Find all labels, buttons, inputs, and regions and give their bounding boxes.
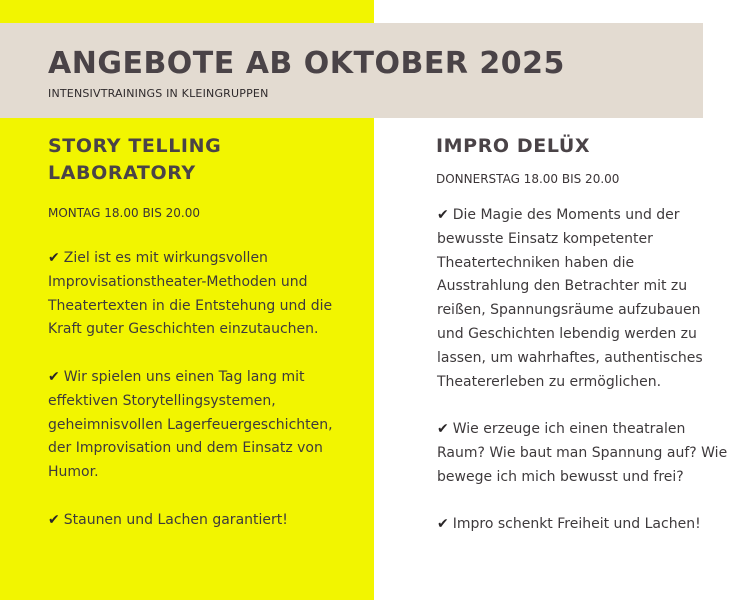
story-telling-description [48,247,348,556]
paragraph-text: Ziel ist es mit wirkungsvollen Improvisationstheater-Methoden und Theatertexten in die Entstehung und die Kraft guter Geschichten einzutauchen. [48,250,333,338]
checkmark-icon: ✔ [48,368,60,385]
paragraph-text: Staunen und Lachen garantiert! [63,511,288,528]
checkmark-icon: ✔ [437,516,449,533]
paragraph [48,509,348,533]
paragraph-text: Die Magie des Moments und der bewusste Einsatz kompetenter Theatertechniken haben die Ausstrahlung den Betrachter mit zu reißen, Spannungsräume aufzubauen und Geschichten lebendig werden zu lassen, um wahrhaftes, authentisches Theatererleben zu ermöglichen. [437,207,703,390]
paragraph-text: Wir spielen uns einen Tag lang mit effektiven Storytellingsystemen, geheimnisvollen Lagerfeuergeschichten, der Improvisation und dem Einsatz von Humor. [48,368,333,481]
checkmark-icon: ✔ [48,511,60,528]
paragraph [437,418,729,489]
page-subtitle: INTENSIVTRAININGS IN KLEINGRUPPEN [48,87,269,100]
paragraph [48,247,348,342]
paragraph [48,366,348,485]
page-title: ANGEBOTE AB OKTOBER 2025 [48,46,565,81]
impro-delux-title: IMPRO DELÜX [436,135,591,157]
impro-delux-description [437,204,729,561]
paragraph-text: Impro schenkt Freiheit und Lachen! [452,516,701,533]
checkmark-icon: ✔ [437,421,449,438]
paragraph [437,204,729,394]
checkmark-icon: ✔ [437,207,449,223]
paragraph [437,513,729,537]
story-telling-title: STORY TELLING LABORATORY [48,135,222,184]
story-telling-schedule: MONTAG 18.00 BIS 20.00 [48,206,201,220]
paragraph-text: Wie erzeuge ich einen theatralen Raum? Wie baut man Spannung auf? Wie bewege ich mich bewusst und frei? [437,421,728,485]
impro-delux-schedule: DONNERSTAG 18.00 BIS 20.00 [436,172,620,186]
checkmark-icon: ✔ [48,250,60,266]
